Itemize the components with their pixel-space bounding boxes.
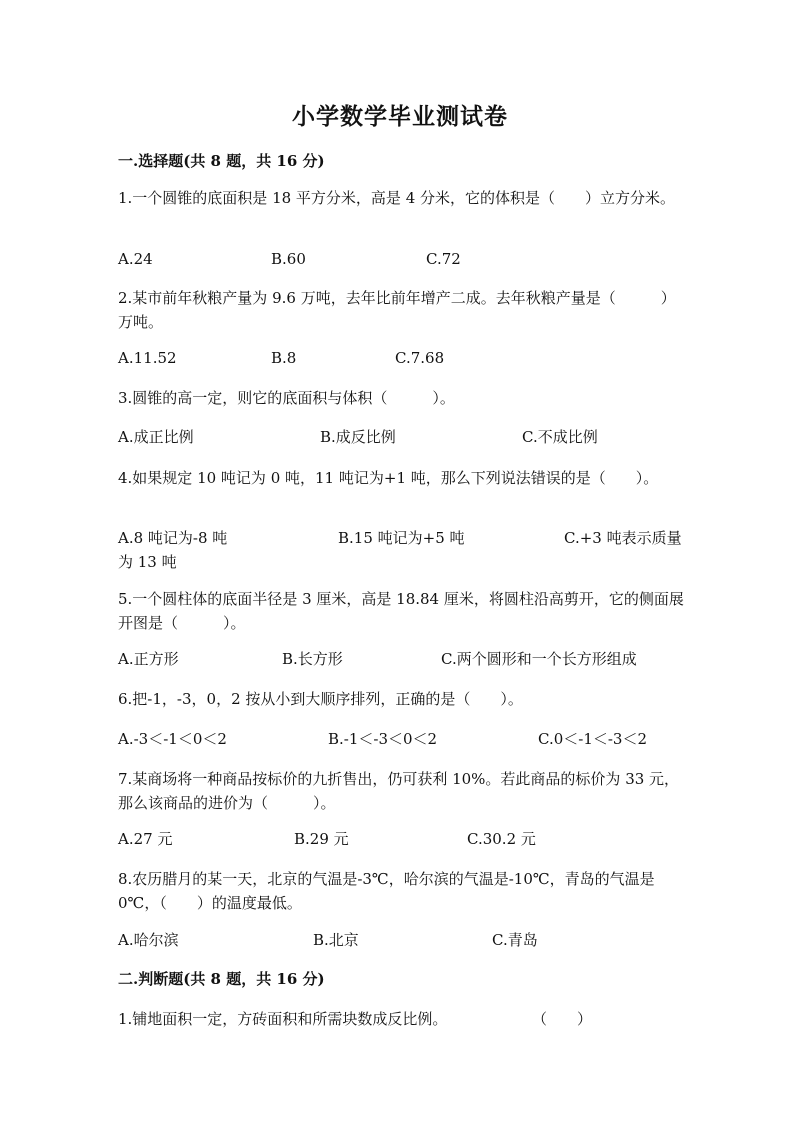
question-stem: 1.一个圆锥的底面积是 18 平方分米，高是 4 分米，它的体积是（ ）立方分米。 — [118, 189, 676, 207]
option-a: A.11.52 — [118, 349, 177, 367]
section-heading-judge: 二.判断题(共 8 题，共 16 分) — [118, 970, 325, 988]
option-a: A.正方形 — [118, 650, 179, 668]
question-stem: 6.把-1，-3，0，2 按从小到大顺序排列，正确的是（ ）。 — [118, 690, 523, 708]
option-b: B.长方形 — [282, 650, 343, 668]
page-title: 小学数学毕业测试卷 — [292, 103, 508, 130]
option-c: C.7.68 — [395, 349, 445, 367]
question-stem: 8.农历腊月的某一天，北京的气温是-3℃，哈尔滨的气温是-10℃，青岛的气温是 0℃，（ ）的温度最低。 — [118, 870, 655, 912]
option-b: B.-1＜-3＜0＜2 — [328, 730, 438, 748]
question-stem: 3.圆锥的高一定，则它的底面积与体积（ ）。 — [118, 389, 455, 407]
option-b: B.8 — [271, 349, 297, 367]
option-c: C.两个圆形和一个长方形组成 — [441, 650, 637, 668]
question-stem: 2.某市前年秋粮产量为 9.6 万吨，去年比前年增产二成。去年秋粮产量是（ ）万吨。 — [118, 289, 676, 331]
section-heading-choice: 一.选择题(共 8 题，共 16 分) — [118, 152, 325, 170]
option-c: C.0＜-1＜-3＜2 — [538, 730, 648, 748]
question-stem: 1.铺地面积一定，方砖面积和所需块数成反比例。 — [118, 1010, 448, 1028]
option-a: A.哈尔滨 — [118, 931, 179, 949]
option-a: A.成正比例 — [118, 428, 194, 446]
option-b: B.北京 — [313, 931, 359, 949]
option-c: C.青岛 — [492, 931, 538, 949]
option-c: C.30.2 元 — [467, 830, 536, 848]
answer-bracket: （ ） — [532, 1010, 593, 1028]
option-a: A.8 吨记为-8 吨 — [118, 529, 228, 547]
question-stem: 5.一个圆柱体的底面半径是 3 厘米，高是 18.84 厘米，将圆柱沿高剪开，它的侧面展开图是（ ）。 — [118, 590, 684, 632]
option-b: B.29 元 — [294, 830, 349, 848]
option-c: C.72 — [426, 250, 461, 268]
option-b: B.60 — [271, 250, 306, 268]
option-c: C.不成比例 — [522, 428, 598, 446]
option-a: A.24 — [118, 250, 153, 268]
question-stem: 4.如果规定 10 吨记为 0 吨，11 吨记为+1 吨，那么下列说法错误的是（ ）。 — [118, 469, 659, 487]
option-a: A.-3＜-1＜0＜2 — [118, 730, 227, 748]
option-c: C.+3 吨表示质量为 13 吨 — [118, 529, 682, 571]
question-stem: 7.某商场将一种商品按标价的九折售出，仍可获利 10%。若此商品的标价为 33 元，那么该商品的进价为（ ）。 — [118, 770, 680, 812]
option-b: B.成反比例 — [320, 428, 396, 446]
option-a: A.27 元 — [118, 830, 173, 848]
option-b: B.15 吨记为+5 吨 — [338, 529, 465, 547]
